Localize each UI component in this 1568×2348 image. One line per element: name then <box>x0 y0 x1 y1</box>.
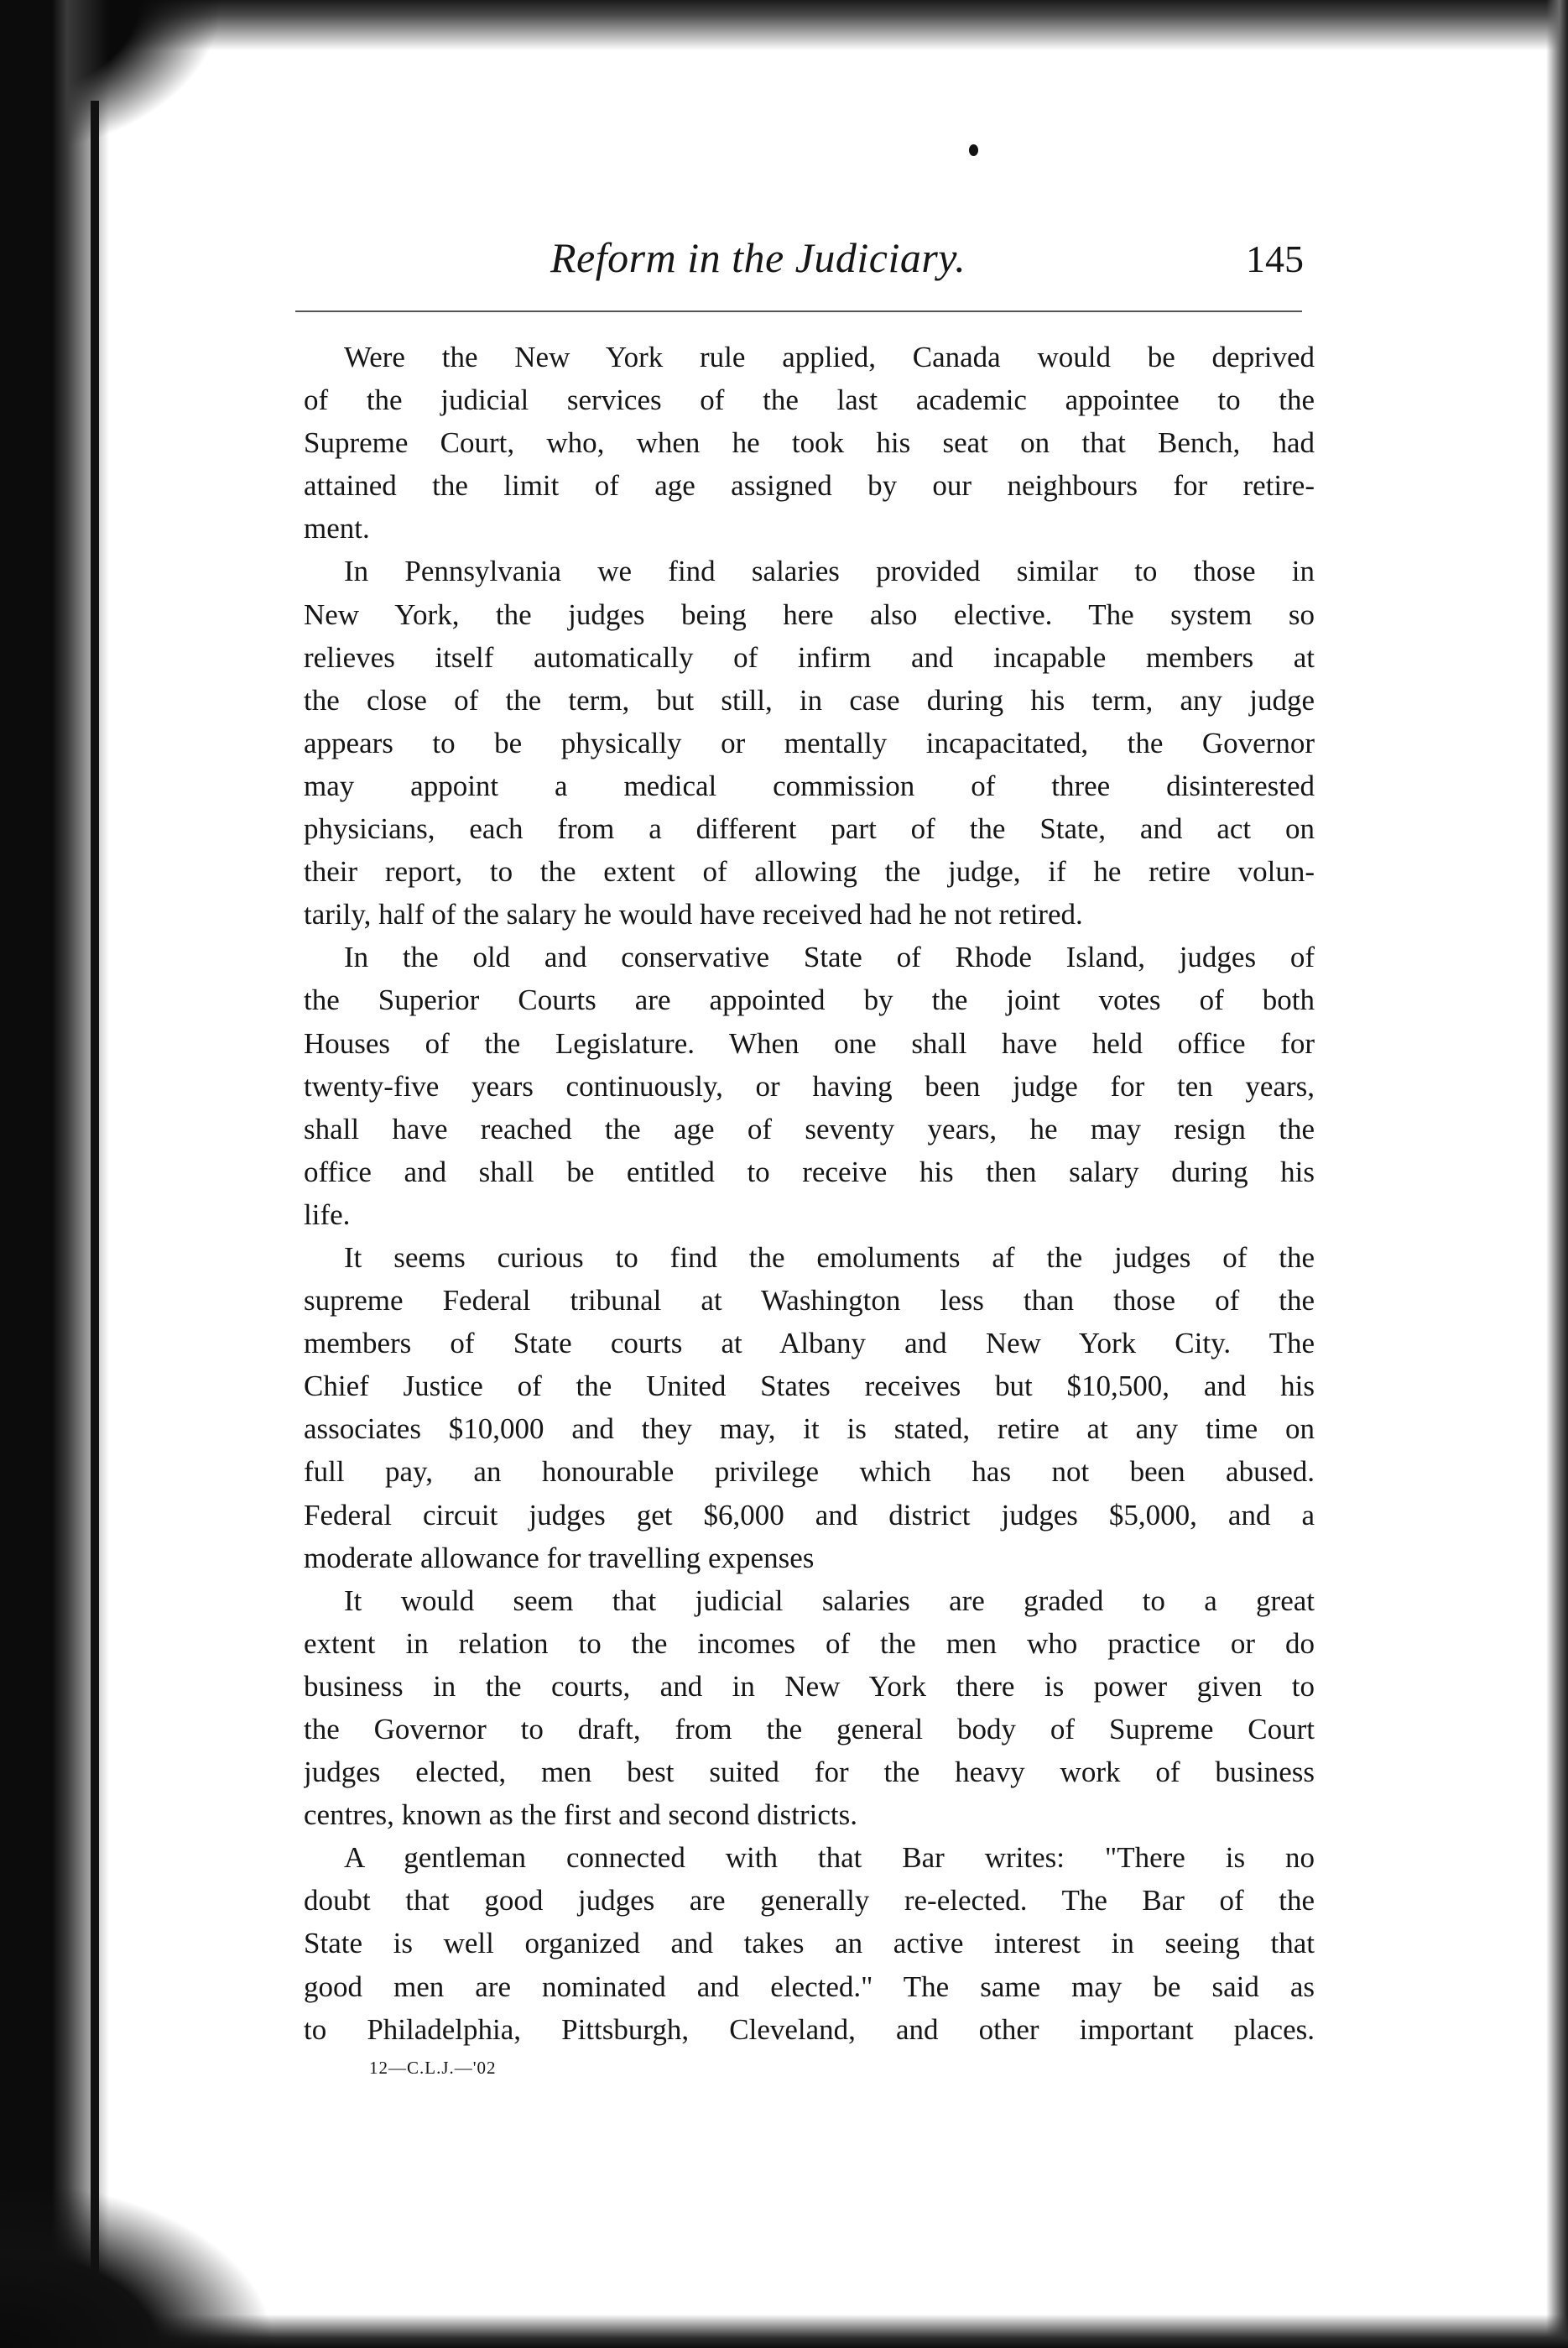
printer-signature-mark: 12—C.L.J.—'02 <box>369 2058 497 2078</box>
text-line: shall have reached the age of seventy years, he may resign the <box>304 1112 1315 1145</box>
text-line: good men are nominated and elected." The same may be said as <box>304 1970 1315 2003</box>
text-line: members of State courts at Albany and New York City. The <box>304 1327 1315 1360</box>
scan-shadow-right <box>1546 0 1568 2348</box>
text-line: relieves itself automatically of infirm and incapable members at <box>304 640 1315 674</box>
body-text <box>304 336 1315 2051</box>
text-line: the close of the term, but still, in case during his term, any judge <box>304 683 1315 717</box>
header-rule <box>295 310 1302 312</box>
text-line: their report, to the extent of allowing the judge, if he retire volun- <box>304 855 1315 889</box>
text-line: It seems curious to find the emoluments af the judges of the <box>344 1240 1315 1274</box>
text-line: centres, known as the first and second districts. <box>304 1798 857 1832</box>
text-line: In the old and conservative State of Rhode Island, judges of <box>344 941 1315 974</box>
text-line: life. <box>304 1197 351 1231</box>
text-line: of the judicial services of the last academic appointee to the <box>304 384 1315 417</box>
text-line: Houses of the Legislature. When one shall have held office for <box>304 1026 1315 1060</box>
page-number: 145 <box>1246 237 1304 280</box>
text-line: Supreme Court, who, when he took his seat on that Bench, had <box>304 426 1315 460</box>
text-line: business in the courts, and in New York there is power given to <box>304 1669 1315 1703</box>
running-header <box>307 233 1304 300</box>
text-line: twenty-five years continuously, or having been judge for ten years, <box>304 1069 1315 1103</box>
scan-shadow-top <box>0 0 1568 50</box>
text-line: associates $10,000 and they may, it is stated, retire at any time on <box>304 1412 1315 1446</box>
text-line: full pay, an honourable privilege which has not been abused. <box>304 1455 1315 1489</box>
text-line: physicians, each from a different part of the State, and act on <box>304 812 1315 846</box>
text-line: A gentleman connected with that Bar writes: "There is no <box>344 1841 1315 1875</box>
text-line: Were the New York rule applied, Canada would be deprived <box>344 341 1315 373</box>
scan-shadow-bottom-corner <box>0 2180 277 2348</box>
text-line: moderate allowance for travelling expenses <box>304 1541 815 1574</box>
text-line: ment. <box>304 512 370 545</box>
text-line: judges elected, men best suited for the heavy work of business <box>304 1756 1315 1789</box>
text-line: supreme Federal tribunal at Washington less than those of the <box>304 1284 1315 1317</box>
text-line: State is well organized and takes an active interest in seeing that <box>304 1927 1315 1960</box>
text-line: tarily, half of the salary he would have received had he not retired. <box>304 898 1083 931</box>
text-line: the Superior Courts are appointed by the joint votes of both <box>304 984 1315 1017</box>
text-line: Federal circuit judges get $6,000 and district judges $5,000, and a <box>304 1498 1315 1531</box>
text-line: In Pennsylvania we find salaries provided similar to those in <box>344 555 1315 588</box>
text-line: appears to be physically or mentally incapacitated, the Governor <box>304 726 1315 759</box>
text-line: doubt that good judges are generally re-elected. The Bar of the <box>304 1884 1315 1918</box>
scan-speck <box>969 144 978 156</box>
text-line: It would seem that judicial salaries are graded to a great <box>344 1584 1315 1617</box>
text-line: the Governor to draft, from the general body of Supreme Court <box>304 1713 1315 1745</box>
text-line: may appoint a medical commission of three disinterested <box>304 769 1315 802</box>
text-line: New York, the judges being here also elective. The system so <box>304 597 1315 631</box>
text-line: Chief Justice of the United States receives but $10,500, and his <box>304 1370 1315 1403</box>
text-line: office and shall be entitled to receive his then salary during his <box>304 1155 1315 1188</box>
text-line: attained the limit of age assigned by our neighbours for retire- <box>304 469 1315 503</box>
scan-edge-left <box>91 101 99 2325</box>
text-line: extent in relation to the incomes of the men who practice or do <box>304 1626 1315 1660</box>
running-title: Reform in the Judiciary. <box>550 234 966 281</box>
text-line: to Philadelphia, Pittsburgh, Cleveland, and other important places. <box>304 2012 1315 2046</box>
